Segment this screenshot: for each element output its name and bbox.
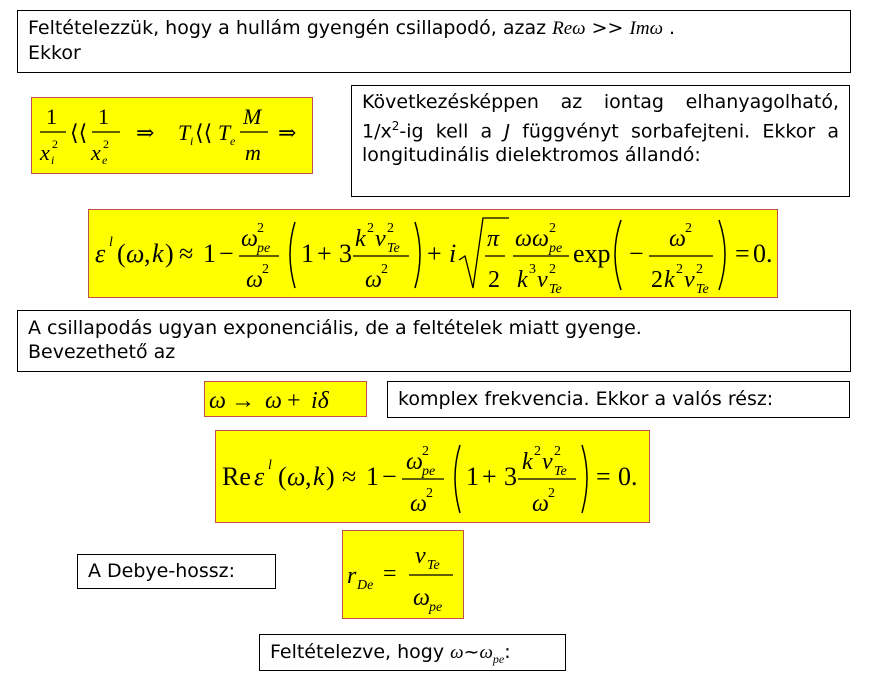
svg-text:l: l xyxy=(268,458,272,473)
much-greater: >> xyxy=(585,17,630,39)
svg-text:1: 1 xyxy=(301,239,314,268)
complex-frequency-box xyxy=(387,381,850,418)
svg-text:ω: ω xyxy=(241,226,258,252)
omega-pe-symbol: $\omega_{pe}$ xyxy=(479,642,505,666)
svg-text:2: 2 xyxy=(488,267,500,293)
svg-text:r: r xyxy=(347,563,357,589)
damping-box xyxy=(17,310,851,372)
svg-text:2: 2 xyxy=(387,221,394,236)
svg-text:2: 2 xyxy=(685,221,692,236)
svg-text:Re: Re xyxy=(222,462,251,491)
formula-debye-svg xyxy=(343,531,463,618)
im-omega: Imω xyxy=(629,18,663,39)
svg-text:pe: pe xyxy=(422,464,436,479)
formula-real-part-svg xyxy=(216,431,649,522)
svg-text:=: = xyxy=(596,462,611,491)
formula-inequality-svg xyxy=(32,98,312,173)
svg-text:v: v xyxy=(684,267,695,293)
svg-text:ω: ω xyxy=(126,239,145,268)
svg-text:1: 1 xyxy=(98,104,109,129)
svg-text:⇒: ⇒ xyxy=(278,120,297,145)
assume-colon: : xyxy=(504,641,511,663)
svg-text:⇒: ⇒ xyxy=(136,120,155,145)
svg-text:i: i xyxy=(51,153,55,167)
svg-text:−: − xyxy=(629,239,644,268)
svg-text:⟨⟨: ⟨⟨ xyxy=(195,120,213,145)
svg-text:ε: ε xyxy=(254,462,265,491)
svg-text:2: 2 xyxy=(534,444,541,459)
svg-text:ω: ω xyxy=(410,491,427,517)
formula-debye xyxy=(342,530,464,619)
svg-text:≈: ≈ xyxy=(179,239,194,268)
svg-text:ω: ω xyxy=(413,585,430,611)
formula-inequality xyxy=(31,97,313,174)
formula-complex-shift xyxy=(204,381,367,417)
svg-text:exp: exp xyxy=(573,239,611,268)
svg-text:+: + xyxy=(482,462,497,491)
svg-text:ωω: ωω xyxy=(515,226,549,252)
svg-text:−: − xyxy=(219,239,234,268)
svg-text:k: k xyxy=(522,449,533,475)
svg-text:=: = xyxy=(735,239,750,268)
svg-text:ω: ω xyxy=(246,267,263,293)
svg-text:0.: 0. xyxy=(753,239,773,268)
svg-text:=: = xyxy=(383,561,397,587)
svg-text:m: m xyxy=(245,140,261,165)
svg-text:2: 2 xyxy=(262,262,269,277)
svg-text:(: ( xyxy=(278,462,287,491)
damping-line2: Bevezethető az xyxy=(28,341,176,363)
formula-real-part xyxy=(215,430,650,523)
svg-text:2: 2 xyxy=(549,221,556,236)
svg-text:+: + xyxy=(427,239,442,268)
svg-text:i: i xyxy=(190,134,194,148)
svg-text:i: i xyxy=(449,239,457,268)
svg-text:e: e xyxy=(102,153,108,167)
svg-text:iδ: iδ xyxy=(311,388,329,414)
svg-text:v: v xyxy=(542,449,553,475)
consequence-text-c: függvényt sorbafejteni. Ekkor a longitudinális dielektromos állandó: xyxy=(362,120,839,167)
svg-text:ω: ω xyxy=(669,226,686,252)
assume-text: Feltételezve, hogy xyxy=(270,641,451,663)
debye-box xyxy=(77,554,276,589)
damping-line1: A csillapodás ugyan exponenciális, de a feltételek miatt gyenge. xyxy=(28,317,642,339)
svg-text:≈: ≈ xyxy=(342,462,357,491)
complex-frequency-text: komplex frekvencia. Ekkor a valós rész: xyxy=(398,388,774,410)
svg-text:M: M xyxy=(243,104,262,129)
consequence-text-b: -ig kell a xyxy=(399,120,505,143)
svg-text:−: − xyxy=(382,462,397,491)
svg-text:Te: Te xyxy=(387,241,400,256)
svg-text:ε: ε xyxy=(95,239,106,268)
svg-text:Te: Te xyxy=(549,282,562,297)
svg-text:2: 2 xyxy=(549,262,556,277)
svg-text:ω: ω xyxy=(209,388,226,414)
svg-text:v: v xyxy=(537,267,548,293)
intro-text: Feltételezzük, hogy a hullám gyengén csillapodó, azaz xyxy=(28,17,553,39)
omega-symbol: ω xyxy=(450,642,464,663)
svg-text:k: k xyxy=(313,462,325,491)
svg-text:x: x xyxy=(91,140,101,165)
svg-text:2: 2 xyxy=(426,486,433,501)
svg-text:0.: 0. xyxy=(618,462,638,491)
svg-text:ω: ω xyxy=(265,388,282,414)
svg-text:2: 2 xyxy=(52,137,58,151)
svg-text:l: l xyxy=(109,235,113,250)
svg-text:Te: Te xyxy=(696,282,709,297)
svg-text:k: k xyxy=(517,267,528,293)
svg-text:k: k xyxy=(664,267,675,293)
svg-text:1: 1 xyxy=(366,462,379,491)
consequence-box xyxy=(351,85,850,197)
svg-text:1: 1 xyxy=(466,462,479,491)
consequence-sup: 2 xyxy=(391,119,400,133)
svg-text:x: x xyxy=(40,140,50,165)
svg-text:k: k xyxy=(152,239,164,268)
svg-text:3: 3 xyxy=(339,239,352,268)
svg-text:T: T xyxy=(178,120,191,145)
formula-complex-shift-svg xyxy=(205,382,366,416)
svg-text:π: π xyxy=(487,226,500,252)
svg-text:): ) xyxy=(165,239,174,268)
svg-text:2: 2 xyxy=(381,262,388,277)
svg-text:ω: ω xyxy=(406,449,423,475)
svg-text:v: v xyxy=(375,226,386,252)
svg-text:1: 1 xyxy=(203,239,216,268)
svg-text:,: , xyxy=(305,462,312,491)
svg-text:): ) xyxy=(326,462,335,491)
svg-text:De: De xyxy=(357,578,374,593)
svg-text:2: 2 xyxy=(103,137,109,151)
consequence-func: J xyxy=(504,120,511,143)
svg-text:2: 2 xyxy=(696,262,703,277)
svg-text:2: 2 xyxy=(422,444,429,459)
svg-text:ω: ω xyxy=(287,462,306,491)
svg-text:⟨⟨: ⟨⟨ xyxy=(70,120,88,145)
svg-text:+: + xyxy=(287,388,301,414)
svg-text:k: k xyxy=(355,226,366,252)
svg-text:(: ( xyxy=(117,239,126,268)
re-omega: Reω xyxy=(552,18,586,39)
svg-text:v: v xyxy=(415,543,426,569)
svg-text:pe: pe xyxy=(257,241,271,256)
svg-text:,: , xyxy=(144,239,151,268)
consequence-text-a: Következésképpen az iontag elhanyagolható, 1/x xyxy=(362,91,839,143)
svg-text:2: 2 xyxy=(651,267,663,293)
intro-period: . xyxy=(663,17,676,39)
svg-text:2: 2 xyxy=(367,221,374,236)
intro-line2: Ekkor xyxy=(28,42,81,64)
svg-text:e: e xyxy=(230,134,236,148)
svg-text:pe: pe xyxy=(549,241,563,256)
formula-dielectric xyxy=(88,209,778,298)
svg-text:ω: ω xyxy=(365,267,382,293)
assume-box xyxy=(259,634,566,671)
assume-tilde: ~ xyxy=(463,641,480,663)
svg-text:→: → xyxy=(231,388,255,414)
svg-text:ω: ω xyxy=(532,491,549,517)
svg-text:2: 2 xyxy=(554,444,561,459)
svg-text:+: + xyxy=(317,239,332,268)
svg-text:2: 2 xyxy=(257,221,264,236)
svg-text:2: 2 xyxy=(548,486,555,501)
debye-label: A Debye-hossz: xyxy=(88,560,236,582)
svg-text:Te: Te xyxy=(554,464,567,479)
svg-text:3: 3 xyxy=(529,262,536,277)
svg-text:pe: pe xyxy=(429,600,443,615)
svg-text:Te: Te xyxy=(427,558,440,573)
formula-dielectric-svg xyxy=(89,210,777,297)
svg-text:3: 3 xyxy=(504,462,517,491)
intro-box xyxy=(17,10,851,73)
svg-text:2: 2 xyxy=(676,262,683,277)
svg-text:T: T xyxy=(218,120,231,145)
svg-text:1: 1 xyxy=(46,104,57,129)
